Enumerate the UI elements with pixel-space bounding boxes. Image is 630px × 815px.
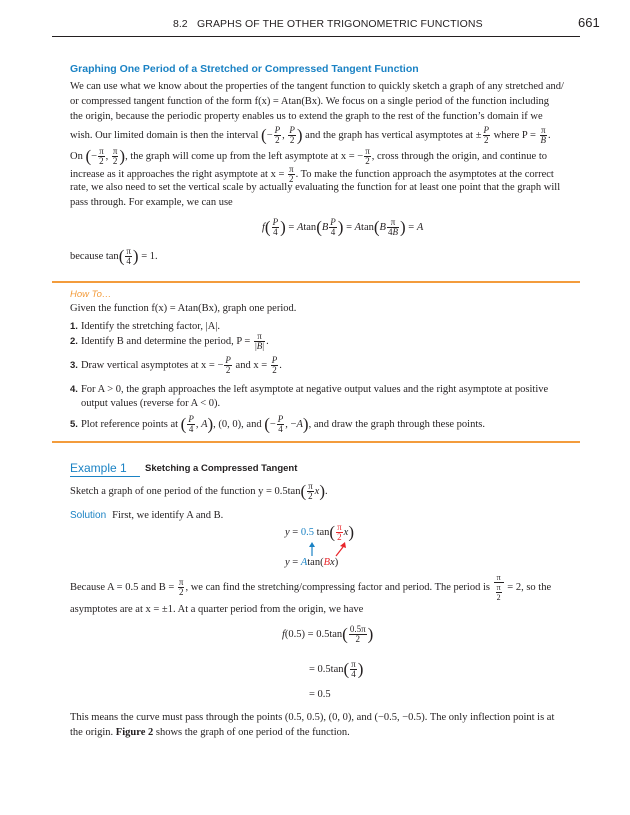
step-3-mid: and x = xyxy=(235,360,268,371)
howto-label: How To… xyxy=(70,289,112,300)
page-number: 661 xyxy=(578,15,600,30)
conclusion-2c: shows the graph of one period of the function. xyxy=(155,727,350,738)
howto-top-rule xyxy=(52,281,580,283)
intro-5b: , the graph will come up from the left asymptote at x = − xyxy=(125,151,364,162)
equation-quarter-period: f( $\frac{P}{4}$ ) = Atan(B $\frac{P}{4}$ ) = Atan(B $\frac{\pi}{4B}$ ) = A xyxy=(262,217,424,237)
example-label: Example 1 xyxy=(70,461,127,475)
asymptotes-line: asymptotes are at x = ±1. At a quarter period from the origin, we have xyxy=(70,604,364,615)
intro-5c: , cross through the origin, and continue to xyxy=(371,151,548,162)
solution-label: Solution xyxy=(70,510,107,521)
figure-2-reference[interactable]: Figure 2 xyxy=(115,727,154,738)
howto-given: Given the function f(x) = Atan(Bx), graph one period. xyxy=(70,303,297,314)
header-rule xyxy=(52,36,580,37)
step-2-num: 2. xyxy=(70,336,78,347)
intro-line-3: the origin, because the periodic property enables us to extend the graph to the rest of the function’s domain if we xyxy=(70,111,543,122)
because-line: because tan( $\frac{\pi}{4}$ ) = 1. xyxy=(70,246,158,267)
howto-step-5: 5. Plot reference points at ( $\frac{P}{4}$ , A), (0, 0), and (− $\frac{P}{4}$ , −A), and draw the graph through these points. xyxy=(70,414,485,435)
howto-bottom-rule xyxy=(52,441,580,443)
step-3-num: 3. xyxy=(70,360,78,371)
solution-line xyxy=(70,509,580,524)
howto-step-4-cont: output values (reverse for A < 0). xyxy=(81,398,221,409)
intro-4b: and the graph has vertical asymptotes at ± xyxy=(305,130,482,141)
because-a: Because A = 0.5 and B = xyxy=(70,581,175,593)
derivation-line-3: = 0.5 xyxy=(309,689,331,700)
howto-step-2: 2. Identify B and determine the period, P = $\frac{\pi}{|B|}$ . xyxy=(70,331,269,352)
solution-text: First, we identify A and B. xyxy=(112,510,224,521)
intro-line-1: We can use what we know about the properties of the tangent function to quickly sketch a graph of any stretched and/ xyxy=(70,81,564,92)
step-4-text: For A > 0, the graph approaches the left asymptote at negative output values and the right asymptote at positive xyxy=(80,384,549,395)
intro-line-8: pass through. For example, we can use xyxy=(70,197,233,208)
annotated-equation: y = 0.5 tan( $\frac{\pi}{2}$ x) xyxy=(285,522,354,542)
intro-line-6: increase as it approaches the right asymptote at x = $\frac{\pi}{2}$ . To make the function approach the asymptotes at the correct xyxy=(70,164,554,185)
intro-6b: . To make the function approach the asymptotes at the correct xyxy=(295,169,554,180)
step-3-text: Draw vertical asymptotes at x = − xyxy=(80,360,224,371)
intro-line-5: On (− $\frac{\pi}{2}$ , $\frac{\pi}{2}$ ), the graph will come up from the left asymptote at x = − $\frac{\pi}{2}$ , cross through the origin, and continue to xyxy=(70,146,548,167)
section-number: 8.2 xyxy=(173,18,188,30)
because-text: because tan xyxy=(70,251,119,262)
step-4-num: 4. xyxy=(70,384,78,395)
intro-6a: increase as it approaches the right asymptote at x = xyxy=(70,169,285,180)
annotation-arrows xyxy=(300,542,350,558)
because-c: = 2, so the xyxy=(507,581,552,593)
example-title: Sketching a Compressed Tangent xyxy=(145,463,298,474)
page-header xyxy=(0,14,630,34)
example-prompt-text: Sketch a graph of one period of the function y = 0.5tan xyxy=(70,486,301,497)
general-form: y = Atan(Bx) xyxy=(285,557,339,568)
conclusion-2a: the origin. xyxy=(70,727,114,738)
example-prompt: Sketch a graph of one period of the function y = 0.5tan( $\frac{\pi}{2}$ x). xyxy=(70,481,328,502)
intro-4c: where P = xyxy=(493,130,536,141)
intro-line-4: wish. Our limited domain is then the interval (− $\frac{P}{2}$ , $\frac{P}{2}$ ) and the graph has vertical asymptotes at ± $\frac{P}{2}$ where P = $\frac{\pi}{B}$ . xyxy=(70,125,551,146)
step-1-num: 1. xyxy=(70,321,78,332)
intro-line-7: rate, we also need to set the vertical scale by actually evaluating the function for at least one point that the graph will xyxy=(70,182,561,193)
step-5-text: Plot reference points at xyxy=(80,419,179,430)
subsection-title: Graphing One Period of a Stretched or Compressed Tangent Function xyxy=(70,63,419,75)
step-5-num: 5. xyxy=(70,419,78,430)
intro-4a: wish. Our limited domain is then the interval xyxy=(70,130,259,141)
because-a-b-line: Because A = 0.5 and B = $\frac{\pi}{2}$ , we can find the stretching/compressing factor and period. The period is $\frac{\pi}{\frac{\pi}{2}}$ = 2, so the xyxy=(70,573,552,602)
howto-step-3: 3. Draw vertical asymptotes at x = − $\frac{P}{2}$ and x = $\frac{P}{2}$ . xyxy=(70,355,282,376)
section-title: GRAPHS OF THE OTHER TRIGONOMETRIC FUNCTIONS xyxy=(197,18,483,30)
because-end: = 1. xyxy=(141,251,158,262)
conclusion-line-1: This means the curve must pass through the points (0.5, 0.5), (0, 0), and (−0.5, −0.5). The only inflection point is at xyxy=(70,712,555,723)
intro-5a: On xyxy=(70,151,83,162)
step-1-text: Identify the stretching factor, |A|. xyxy=(80,321,221,332)
conclusion-line-2 xyxy=(70,726,580,741)
example-rule xyxy=(70,476,140,477)
derivation-line-2: = 0.5tan( $\frac{\pi}{4}$ ) xyxy=(309,659,364,679)
step-5-mid: , (0, 0), and xyxy=(213,419,262,430)
derivation-line-1: f(0.5) = 0.5tan( $\frac{0.5\pi}{2}$ ) xyxy=(282,624,374,644)
step-5-end: , and draw the graph through these points. xyxy=(308,419,485,430)
howto-step-4 xyxy=(70,383,580,398)
intro-line-2: or compressed tangent function of the form f(x) = Atan(Bx). We focus on a single period of the function including xyxy=(70,96,550,107)
step-2-text: Identify B and determine the period, P = xyxy=(80,336,251,347)
because-b: , we can find the stretching/compressing factor and period. The period is xyxy=(185,581,490,593)
